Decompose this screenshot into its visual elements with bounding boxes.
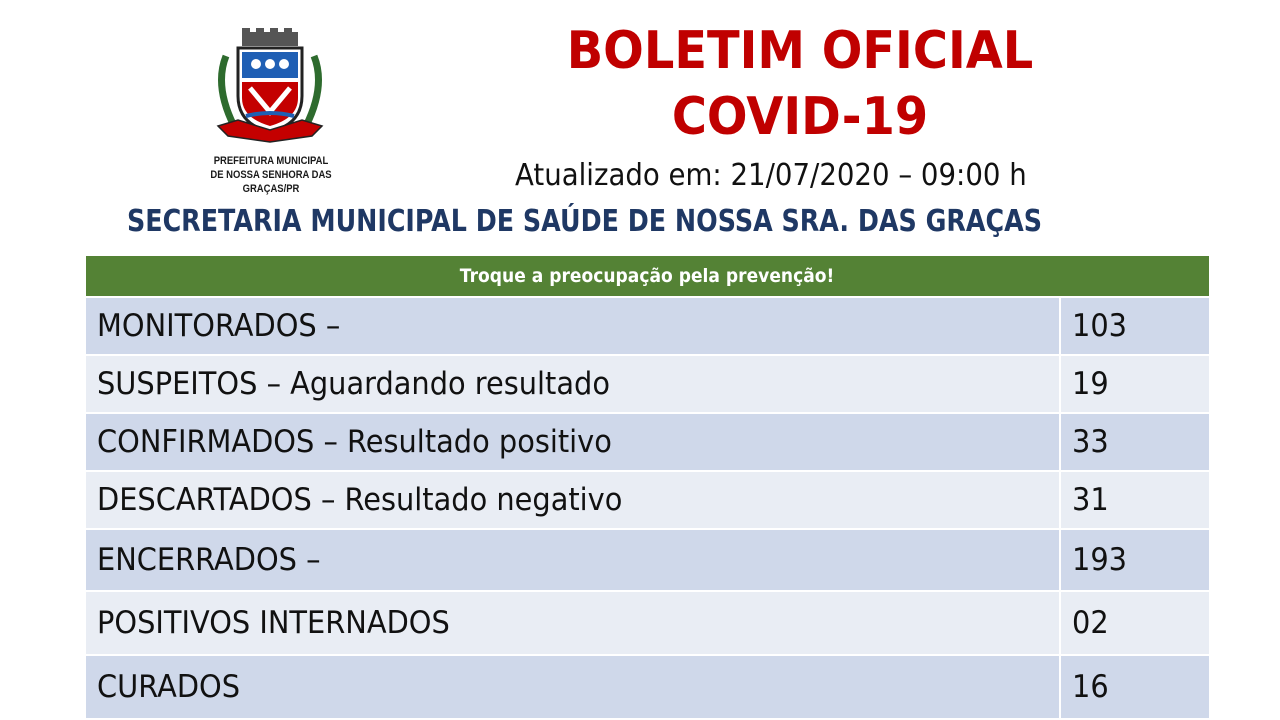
row-label	[86, 356, 1059, 412]
logo-caption	[189, 154, 352, 196]
row-value-text: 33	[1072, 424, 1109, 460]
table-banner	[86, 256, 1209, 296]
row-value-text: 103	[1072, 308, 1128, 344]
table-row-encerrados	[86, 528, 1209, 590]
row-value	[1059, 298, 1209, 354]
table-row-monitorados	[86, 296, 1209, 354]
row-value-text: 193	[1072, 542, 1128, 578]
row-label-text: CURADOS	[97, 669, 241, 705]
table-row-descartados	[86, 470, 1209, 528]
table-row-suspeitos	[86, 354, 1209, 412]
page-title	[520, 18, 1080, 150]
row-label	[86, 592, 1059, 654]
row-label	[86, 656, 1059, 718]
row-label-text: ENCERRADOS –	[97, 542, 321, 578]
row-label-text: DESCARTADOS – Resultado negativo	[97, 482, 623, 518]
row-label	[86, 414, 1059, 470]
row-label-text: POSITIVOS INTERNADOS	[97, 605, 450, 641]
title-line2: COVID-19	[671, 87, 929, 147]
row-label	[86, 530, 1059, 590]
logo-caption-line1: PREFEITURA MUNICIPAL	[213, 155, 329, 167]
row-label-text: CONFIRMADOS – Resultado positivo	[97, 424, 612, 460]
row-label	[86, 298, 1059, 354]
row-value	[1059, 356, 1209, 412]
title-line1: BOLETIM OFICIAL	[566, 21, 1034, 81]
municipal-logo	[176, 26, 366, 195]
row-value-text: 31	[1072, 482, 1109, 518]
row-value	[1059, 656, 1209, 718]
updated-timestamp: Atualizado em: 21/07/2020 – 09:00 h	[515, 158, 1027, 193]
table-row-confirmados	[86, 412, 1209, 470]
row-value-text: 02	[1072, 605, 1109, 641]
row-value	[1059, 592, 1209, 654]
row-label-text: MONITORADOS –	[97, 308, 341, 344]
row-value-text: 16	[1072, 669, 1109, 705]
row-value-text: 19	[1072, 366, 1109, 402]
covid-stats-table	[86, 256, 1209, 718]
row-value	[1059, 414, 1209, 470]
table-row-positivos-internados	[86, 590, 1209, 654]
row-value	[1059, 530, 1209, 590]
secretaria-heading: SECRETARIA MUNICIPAL DE SAÚDE DE NOSSA SRA. DAS GRAÇAS	[127, 204, 1043, 239]
logo-caption-line2: DE NOSSA SENHORA DAS GRAÇAS/PR	[210, 169, 332, 195]
row-value	[1059, 472, 1209, 528]
coat-of-arms-icon	[212, 26, 328, 144]
row-label-text: SUSPEITOS – Aguardando resultado	[97, 366, 610, 402]
table-row-curados	[86, 654, 1209, 718]
row-label	[86, 472, 1059, 528]
banner-text: Troque a preocupação pela prevenção!	[460, 265, 835, 287]
